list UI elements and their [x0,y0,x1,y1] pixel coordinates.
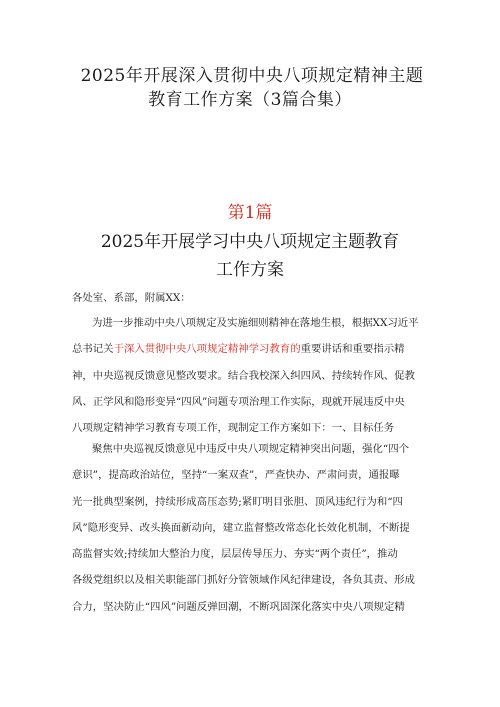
paragraph-2-line: 各级党组织以及相关职能部门抓好分管领域作风纪律建设，各负其责、形成 [72,574,415,587]
document-title-line1: 2025年开展深入贯彻中央八项规定精神主题 [80,66,424,86]
paragraph-1-line: 风、正学风和隐形变异“四风”问题专项治理工作实际，现就开展违反中央 [72,395,405,408]
paragraph-2-line: 光一批典型案例，持续形成高压态势;紧盯明目张胆、顶风违纪行为和“四 [72,495,403,508]
paragraph-2-line: 合力，坚决防止“四风”问题反弹回潮，不断巩固深化落实中央八项规定精 [72,600,405,613]
paragraph-2-line: 聚焦中央巡视反馈意见中违反中央八项规定精神突出问题，强化“四个 [92,443,410,455]
paragraph-2-line: 高监督实效;持续加大整治力度，层层传导压力、夯实“两个责任”，推动 [72,548,398,561]
paragraph-1-text: 重要讲话和重要指示精 [300,343,405,356]
paragraph-2-line: 意识”，提高政治站位，坚持“一案双查”，严查快办、严肃问责，通报曝 [72,469,400,482]
paragraph-2-line: 风”隐形变异、改头换面新动向，建立监督整改常态化长效化机制，不断提 [72,521,410,534]
section-title-line2: 工作方案 [216,260,284,280]
paragraph-1-line: 神，中央巡视反馈意见整改要求。结合我校深入纠四风、持续转作风、促教 [72,369,415,382]
paragraph-1-line: 八项规定精神学习教育专项工作，现制定工作方案如下：一、目标任务 [72,422,395,435]
salutation: 各处室、系部，附属XX： [72,292,191,304]
paragraph-1 [72,310,424,441]
highlighted-phrase: 于深入贯彻中央八项规定精神学习教育的 [113,343,301,356]
chapter-label: 第1篇 [227,203,273,223]
paragraph-1-text: 总书记关 [72,343,114,356]
paragraph-1-line [72,336,424,362]
document-title [0,64,500,112]
paragraph-2 [72,436,424,620]
section-title [0,228,500,284]
document-title-line2: 教育工作方案（3篇合集） [148,90,352,110]
section-title-line1: 2025年开展学习中央八项规定主题教育 [100,232,400,252]
paragraph-1-line: 为进一步推动中央八项规定及实施细则精神在落地生根，根据XX习近平 [92,317,419,329]
